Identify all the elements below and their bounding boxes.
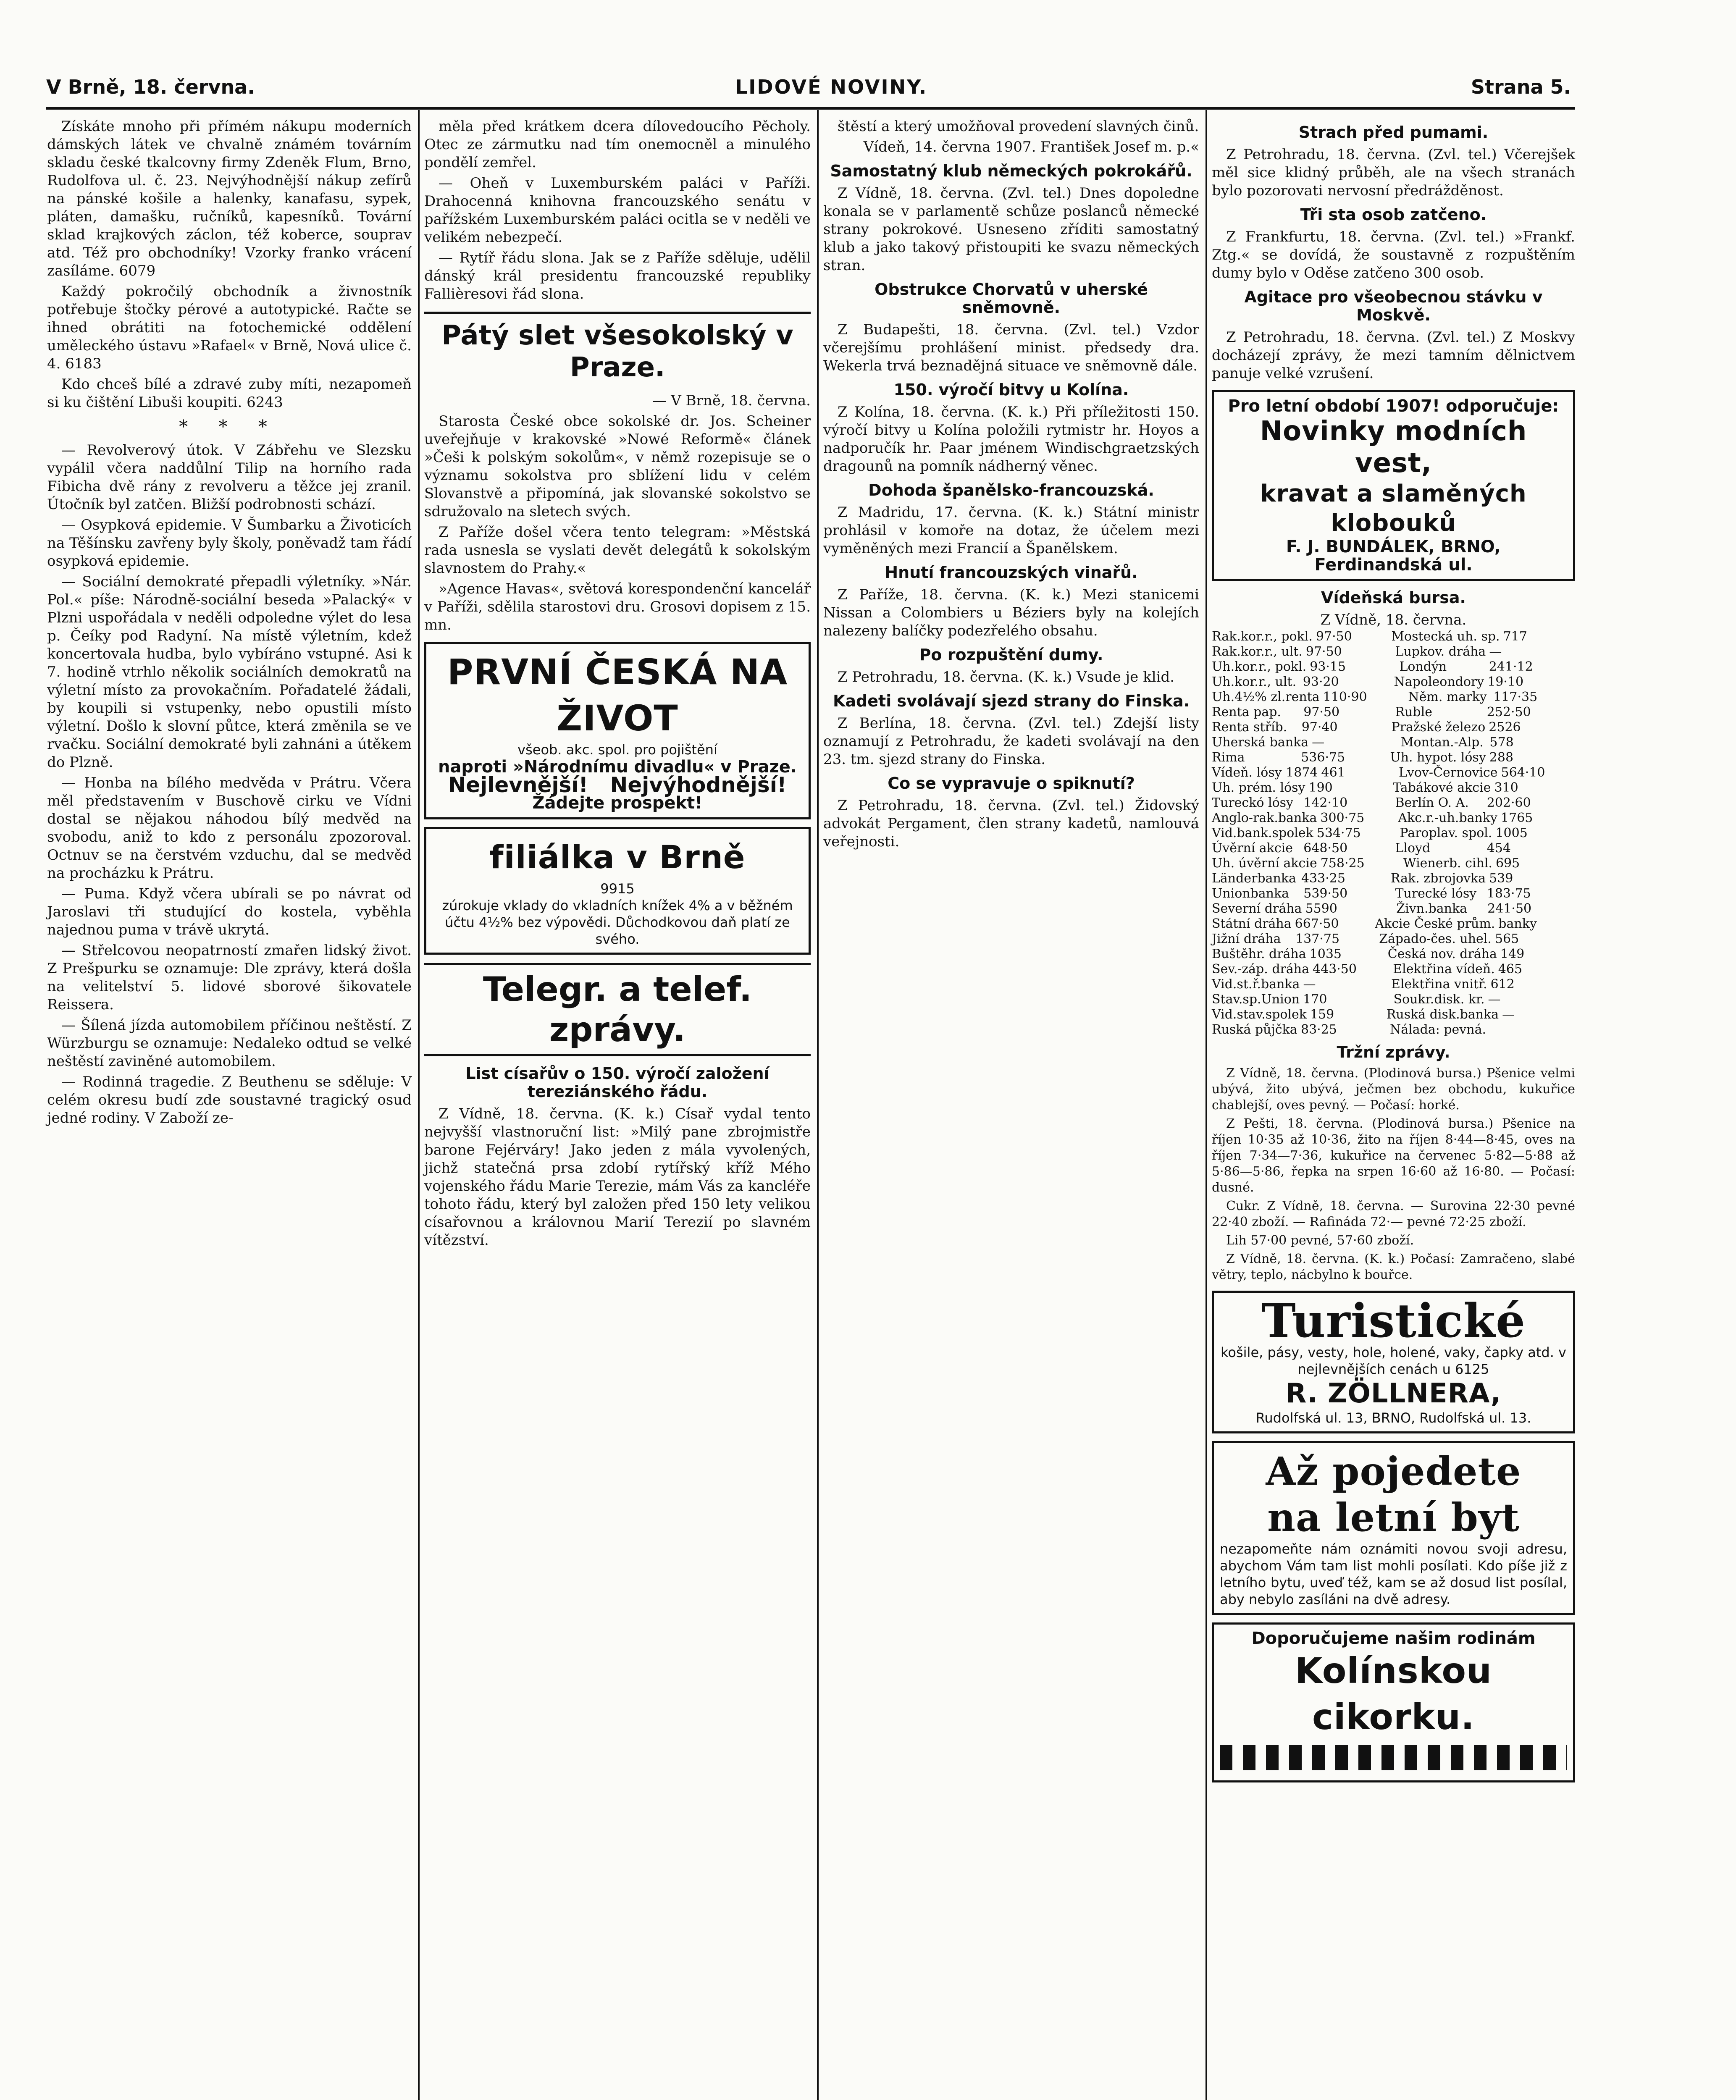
bourse-row: [1212, 1007, 1575, 1022]
item-text: Z Vídně, 18. června. (Zvl. tel.) Dnes dopoledne konala se v parlamentě schůze poslanců německé strany pokrokové. Usneseno zříditi samostatný klub a jako takový přistoupiti ke svazu německých stran.: [823, 185, 1199, 274]
item-head: Samostatný klub německých pokrokářů.: [830, 162, 1192, 180]
item-head: Po rozpuštění dumy.: [919, 646, 1103, 664]
bourse-cell: 454: [1486, 841, 1511, 856]
bourse-row: [1212, 735, 1575, 750]
bourse-row: [1212, 992, 1575, 1007]
bourse-cell: Anglo-rak.banka: [1212, 811, 1317, 825]
bourse-cell: Elektřina vídeň.: [1393, 962, 1495, 976]
bourse-row: [1212, 644, 1575, 659]
bourse-cell: Wienerb. cihl.: [1403, 856, 1492, 871]
bundalek-ad: [1212, 390, 1575, 581]
bourse-cell: [1489, 1022, 1575, 1037]
bourse-cell: 539: [1489, 871, 1513, 886]
bourse-cell: Ruská půjčka: [1212, 1022, 1297, 1037]
item-head: 150. výročí bitvy u Kolína.: [893, 381, 1129, 399]
column-divider: [418, 110, 420, 2100]
bourse-cell: Rima: [1212, 750, 1245, 765]
signature-line: Vídeň, 14. června 1907. František Josef m. p.«: [863, 139, 1199, 155]
insurance-title-2: NA ŽIVOT: [557, 651, 788, 739]
bourse-row: [1212, 947, 1575, 962]
trade-item: Cukr. Z Vídně, 18. června. — Surovina 22·30 pevné 22·40 zboží. — Rafináda 72·— pevné 72·25 zboží.: [1212, 1199, 1575, 1229]
bourse-cell: 539·50: [1303, 886, 1348, 901]
bourse-cell: Ruská disk.banka: [1386, 1007, 1499, 1022]
bourse-row: [1212, 932, 1575, 947]
bourse-cell: Rak.kor.r., ult.: [1212, 644, 1303, 659]
bourse-cell: 97·50: [1305, 644, 1342, 659]
bourse-cell: 1765: [1501, 811, 1533, 825]
bank-title: filiálka v Brně: [489, 838, 746, 876]
news-item: — Střelcovou neopatrností zmařen lidský život. Z Prešpurku se oznamuje: Dle zprávy, která došla na velitelství 5. lidové sborové šikovatele Reissera.: [47, 942, 412, 1013]
bourse-cell: 83·25: [1301, 1022, 1337, 1037]
bourse-cell: 241·50: [1487, 901, 1532, 916]
bourse-cell: 578: [1489, 735, 1514, 750]
bourse-cell: Tureckó lósy: [1212, 795, 1294, 810]
item-text: Z Frankfurtu, 18. června. (Zvl. tel.) »Frankf. Ztg.« se dovídá, že soustavně z rozpuštěním dumy bylo v Oděse zatčeno 300 osob.: [1212, 228, 1575, 281]
bourse-cell: 19·10: [1487, 675, 1524, 689]
bourse-cell: Jižní dráha: [1212, 932, 1281, 946]
ad-rafael: Každý pokročilý obchodník a živnostník potřebuje štočky pérové a autotypické. Račte se ihned obrátiti na fotochemické oddělení uměleckého ústavu »Rafael« v Brně, Nová ulice č. 4. 6183: [47, 283, 412, 372]
bourse-row: [1212, 780, 1575, 795]
bundalek-line-2: kravat a slaměných klobouků: [1260, 480, 1527, 537]
bourse-cell: Turecké lósy: [1395, 886, 1477, 901]
item-text: Z Berlína, 18. června. (Zvl. tel.) Zdejší listy oznamují z Petrohradu, že kadeti svolávají na den 23. tm. sjezd strany do Finska.: [823, 715, 1199, 768]
ad-flum: Získáte mnoho při přímém nákupu moderních dámských látek ve chvalně známém továrním skladu české tkalcovny firmy Zdeněk Flum, Brno, Rudolfova ul. č. 23. Nejvýhodnější nákup zefírů na pánské košile a halenky, kanafasu, sypek, pláten, damašku, ručníků, kapesníků. Tovární sklad krajkových záclon, též koberce, souprav atd. Též pro obchodníky! Vzorky franko vrácení zasíláme. 6079: [47, 118, 412, 279]
summer-line-2: na letní byt: [1267, 1495, 1520, 1540]
bourse-cell: 149: [1500, 947, 1525, 961]
bourse-cell: 648·50: [1303, 841, 1348, 856]
bourse-row: [1212, 795, 1575, 811]
zollner-headline: Turistické: [1261, 1294, 1526, 1348]
bourse-cell: 288: [1489, 750, 1514, 765]
item-head: Strach před pumami.: [1298, 123, 1489, 142]
bourse-cell: Vid.stav.spolek: [1212, 1007, 1307, 1022]
bourse-cell: Berlín O. A.: [1395, 795, 1469, 810]
sokol-paragraph: Z Paříže došel včera tento telegram: »Městská rada usnesla se vyslati devět delegátů k sokolským slavnostem do Prahy.«: [424, 524, 811, 577]
bourse-cell: 93·15: [1310, 659, 1346, 674]
bourse-cell: Unionbanka: [1212, 886, 1290, 901]
trade-item: Lih 57·00 pevné, 57·60 zboží.: [1226, 1233, 1414, 1248]
bourse-cell: 2526: [1489, 720, 1521, 735]
column-1: [47, 118, 412, 1130]
masthead-page: Strana 5.: [1471, 76, 1571, 98]
bourse-row: [1212, 1022, 1575, 1037]
bourse-cell: 1035: [1309, 947, 1342, 961]
telegram-paragraph: Z Vídně, 18. června. (K. k.) Císař vydal tento nejvyšší vlastnoruční list: »Milý pane zbrojmistře barone Fejérváry! Jako jeden z mála vyvolených, jichž statečná prsa zdobí rytířský kříž Mého vojenského řádu Marie Terezie, mám Vás za kancléře tohoto řádu, který byl založen před 150 lety velikou císařovnou a královnou Marií Terezií po slavném vítězství.: [424, 1105, 811, 1249]
bourse-cell: Uh.kor.r., pokl.: [1212, 659, 1307, 674]
bourse-cell: —: [1489, 644, 1502, 659]
news-item: — Osypková epidemie. V Šumbarku a Životicích na Těšínsku zavřeny byly školy, poněvadž tam řádí osypková epidemie.: [47, 517, 412, 570]
item-text: Z Petrohradu, 18. června. (K. k.) Vsude je klid.: [838, 669, 1175, 685]
weather-report: Z Vídně, 18. června. (K. k.) Počasí: Zamračeno, slabé větry, teplo, nácbylno k bouřce.: [1212, 1252, 1575, 1282]
bourse-row: [1212, 856, 1575, 871]
item-head: Tři sta osob zatčeno.: [1300, 205, 1487, 224]
bundalek-firm: F. J. BUNDÁLEK, BRNO, Ferdinandská ul.: [1286, 537, 1501, 575]
bourse-cell: Severní dráha: [1212, 901, 1302, 916]
item-text: Z Madridu, 17. června. (K. k.) Státní ministr prohlásil v komoře na dotaz, že účelem mezi vyměněných mezi Francií a Španělskem.: [823, 504, 1199, 557]
bourse-title: Vídeňská bursa.: [1321, 588, 1466, 607]
bourse-cell: Pražské železo: [1391, 720, 1486, 735]
bourse-cell: 717: [1503, 629, 1527, 644]
bourse-row: [1212, 871, 1575, 886]
trade-title: Tržní zprávy.: [1337, 1043, 1450, 1061]
bourse-cell: 110·90: [1323, 690, 1367, 704]
bourse-cell: Státní dráha: [1212, 916, 1292, 931]
bourse-cell: 97·50: [1316, 629, 1352, 644]
bourse-cell: banky: [1498, 916, 1537, 931]
bourse-cell: 97·50: [1303, 705, 1340, 719]
news-item: — Revolverový útok. V Zábřehu ve Slezsku vypálil včera naddůlní Tilip na horního rada Fibicha dvě rány z revolveru a těžce jej zranil. Útočník byl zatčen. Bližší podrobnosti schází.: [47, 442, 412, 513]
bourse-cell: Buštěhr. dráha: [1212, 947, 1306, 961]
bourse-row: [1212, 705, 1575, 720]
news-item: — Sociální demokraté přepadli výletníky. »Nár. Pol.« píše: Národně-sociální beseda »Palacký« v Plzni uspořádala v neděli odpoledne výlet do lesa p. Čeíky pod Radyní. Na místě výletním, kdež koncertovala hudba, bylo vybíráno vstupné. Asi k 7. hodině vtrhlo několik sociálních demokratů na výletní místo za provokačním. Pořadatelé žádali, by koupili si vstupenky, nebo opustili místo výletní. Došlo k slovní půtce, která změnila se ve rvačku. Sociální demokraté byli zahnáni a útěkem do Plzně.: [47, 573, 412, 771]
bourse-row: [1212, 841, 1575, 856]
zollner-firm: R. ZÖLLNERA,: [1285, 1378, 1502, 1409]
bourse-cell: Elektřina vnitř.: [1391, 977, 1487, 992]
bourse-cell: 612: [1490, 977, 1515, 992]
masthead-rule: [46, 107, 1575, 110]
dateline: — V Brně, 18. června.: [652, 392, 811, 409]
bourse-cell: Tabákové akcie: [1393, 780, 1491, 795]
trade-item: Z Pešti, 18. června. (Plodinová bursa.) Pšenice na říjen 10·35 až 10·36, žito na říjen 8·44—8·45, oves na říjen 7·34—7·36, kukuřice na červenec 5·82—5·88 až 5·86—5·86, řepka na srpen 16·60 až 16·80. — Počasí: dusné.: [1212, 1116, 1575, 1195]
bourse-cell: 461: [1321, 765, 1345, 780]
sokol-paragraph: Starosta České obce sokolské dr. Jos. Scheiner uveřejňuje v krakovské »Nowé Reformě« článek »Češi k polským sokolům«, v němž rozepisuje se o významu sokolstva pro sblížení lidu v celém Slovanstvě a připomíná, jak slovanské sokolstvo se sdružovalo na sletech svých.: [424, 413, 811, 520]
bourse-cell: Stav.sp.Union: [1212, 992, 1300, 1007]
bourse-cell: 190: [1308, 780, 1333, 795]
bourse-cell: 117·35: [1493, 690, 1538, 704]
bourse-cell: 1005: [1495, 826, 1528, 840]
masthead: [46, 76, 1571, 109]
bourse-cell: —: [1303, 977, 1316, 992]
bourse-cell: Renta stříb.: [1212, 720, 1287, 735]
bourse-cell: Akc.r.-uh.banky: [1398, 811, 1498, 825]
bourse-cell: 443·50: [1312, 962, 1357, 976]
bourse-cell: —: [1312, 735, 1325, 750]
slogan: Nejlevnější!: [448, 773, 588, 797]
telegrams-headline: Telegr. a telef. zprávy.: [424, 963, 811, 1056]
insurance-title-1: PRVNÍ ČESKÁ: [447, 651, 717, 693]
news-item: měla před krátkem dcera dílovedoucího Pěcholy. Otec ze zármutku nad tím onemocněl a minulého pondělí zemřel.: [424, 118, 811, 171]
bourse-row: [1212, 826, 1575, 841]
zollner-items: košile, pásy, vesty, hole, holené, vaky, čapky atd. v nejlevnějších cenách u 6125: [1221, 1344, 1566, 1377]
bourse-cell: Lloyd: [1395, 841, 1431, 856]
news-item: — Puma. Když včera ubírali se po návrat od Jaroslavi tři studující do kostela, vyběhla najednou puma v trávě ukrytá.: [47, 885, 412, 938]
bourse-cell: 565: [1494, 932, 1519, 946]
cikorka-headline: Kolínskou cikorku.: [1295, 1650, 1492, 1738]
bourse-cell: 97·40: [1301, 720, 1338, 735]
bourse-cell: Londýn: [1399, 659, 1447, 674]
bourse-table: [1212, 629, 1575, 1037]
bundalek-line-1: Novinky modních vest,: [1260, 416, 1527, 479]
prospect-line: Žádejte prospekt!: [532, 793, 703, 813]
bourse-cell: Úvěrní akcie: [1212, 841, 1293, 856]
bank-ad: [424, 827, 811, 955]
bourse-cell: 183·75: [1486, 886, 1531, 901]
bourse-cell: Renta pap.: [1212, 705, 1281, 719]
bourse-cell: Soukr.disk. kr.: [1393, 992, 1485, 1007]
item-head: Dohoda španělsko-francouzská.: [868, 481, 1154, 499]
bourse-cell: 252·50: [1486, 705, 1531, 719]
summer-text: nezapomeňte nám oznámiti novou svoji adresu, abychom Vám tam list mohli posílati. Kdo píše již z letního bytu, uveď též, kam se až dosud list posílal, aby nebylo zasíláni na dvě adresy.: [1220, 1541, 1567, 1607]
item-text: Z Kolína, 18. června. (K. k.) Při příležitosti 150. výročí bitvy u Kolína položili rytmistr hr. Hoyos a nadporučík hr. Paar jménem Windischgraetzských dragounů na pomník nádherný věnec.: [823, 404, 1199, 475]
bourse-cell: Paroplav. spol.: [1400, 826, 1492, 840]
bourse-row: [1212, 886, 1575, 901]
trade-item: Z Vídně, 18. června. (Plodinová bursa.) Pšenice velmi ubývá, žito ubývá, ječmen bez obchodu, kukuřice chablejší, oves pevný. — Počasí: horké.: [1212, 1066, 1575, 1113]
bourse-cell: Rak.kor.r., pokl.: [1212, 629, 1313, 644]
ad-libuse: Kdo chceš bílé a zdravé zuby míti, nezapomeň si ku čištění Libuši koupiti. 6243: [47, 376, 412, 411]
masthead-title: LIDOVÉ NOVINY.: [735, 76, 928, 98]
bank-number: 9915: [600, 881, 635, 897]
news-item: — Honba na bílého medvěda v Prátru. Včera měl představením v Buschově cirku ve Vídni dostal se nějakou náhodou bílý medvěd na svobodu, aniž to kdo z personálu zpozoroval. Octnuv se na čerstvém vzduchu, dal se medvěd na procházku k Prátru.: [47, 774, 412, 882]
item-text: Z Petrohradu, 18. června. (Zvl. tel.) Z Moskvy docházejí zprávy, že mezi tamním dělnictvem panuje velké vzrušení.: [1212, 329, 1575, 382]
item-text: Z Paříže, 18. června. (K. k.) Mezi stanicemi Nissan a Colombiers u Béziers byly na kolejích nalezeny balíčky podezřelého obsahu.: [823, 586, 1199, 639]
bourse-cell: Nálada: pevná.: [1390, 1022, 1486, 1037]
section-stars: * * *: [179, 416, 280, 437]
bourse-cell: Západo-čes. uhel.: [1379, 932, 1492, 946]
bourse-cell: Rak. zbrojovka: [1390, 871, 1486, 886]
bourse-row: [1212, 977, 1575, 992]
bourse-cell: 536·75: [1301, 750, 1345, 765]
sokol-paragraph: »Agence Havas«, světová korespondenční kancelář v Paříži, sdělila starostovi dru. Grosovi dopisem z 15. mn.: [424, 580, 811, 633]
column-divider: [817, 110, 819, 2100]
bourse-date: Z Vídně, 18. června.: [1320, 612, 1467, 628]
item-text: Z Budapešti, 18. června. (Zvl. tel.) Vzdor včerejšímu prohlášení minist. předsedy dra. Wekerla trvá beznadějná situace ve sněmovně dále.: [823, 321, 1199, 374]
item-head: Kadeti svolávají sjezd strany do Finska.: [833, 692, 1190, 710]
item-text: Z Petrohradu, 18. června. (Zvl. tel.) Židovský advokát Pergament, člen strany kadetů, namlouvá veřejnosti.: [823, 797, 1199, 850]
zollner-ad: [1212, 1291, 1575, 1433]
bourse-row: [1212, 962, 1575, 977]
summer-line-1: Až pojedete: [1266, 1449, 1521, 1494]
bourse-cell: Sev.-záp. dráha: [1212, 962, 1309, 976]
column-divider: [1205, 110, 1207, 2100]
bourse-cell: Akcie České prům.: [1375, 916, 1495, 931]
item-head: Co se vypravuje o spiknutí?: [888, 774, 1135, 793]
column-2: [424, 118, 811, 1252]
item-head: Agitace pro všeobecnou stávku v Moskvě.: [1244, 288, 1543, 324]
bourse-cell: Uh. prém. lósy: [1212, 780, 1305, 795]
summer-address-ad: [1212, 1441, 1575, 1615]
bourse-cell: 93·20: [1303, 675, 1339, 689]
telegram-subhead: List císařův o 150. výročí založení tereziánského řádu.: [465, 1064, 770, 1101]
bourse-cell: 241·12: [1489, 659, 1533, 674]
bourse-cell: Ruble: [1395, 705, 1432, 719]
bourse-cell: Živn.banka: [1396, 901, 1468, 916]
bourse-cell: 5590: [1305, 901, 1337, 916]
bourse-cell: Vídeň. lósy 1874: [1212, 765, 1318, 780]
bourse-cell: 202·60: [1486, 795, 1531, 810]
bourse-cell: 310: [1494, 780, 1518, 795]
insurance-address: naproti »Národnímu divadlu« v Praze.: [438, 757, 797, 777]
insurance-side: všeob. akc. spol. pro pojištění: [517, 742, 717, 758]
news-item: — Rodinná tragedie. Z Beuthenu se sděluje: V celém okresu budí zde soustavné tragický osud jedné rodiny. V Zaboží ze-: [47, 1074, 412, 1126]
news-item: — Oheň v Luxemburském paláci v Paříži. Drahocenná knihovna francouzského senátu v pařížském Luxemburském paláci ocitla se v neděli ve velikém nebezpečí.: [424, 175, 811, 246]
bourse-row: [1212, 901, 1575, 916]
bourse-cell: Česká nov. dráha: [1387, 947, 1497, 961]
bourse-cell: —: [1488, 992, 1501, 1007]
cikorka-top: Doporučujeme našim rodinám: [1251, 1629, 1536, 1648]
bourse-row: [1212, 659, 1575, 675]
bourse-cell: —: [1502, 1007, 1515, 1022]
bourse-cell: Lvov-Černovice: [1398, 765, 1498, 780]
bourse-cell: 142·10: [1303, 795, 1348, 810]
bourse-cell: 667·50: [1295, 916, 1339, 931]
cikorka-ad: [1212, 1622, 1575, 1782]
bourse-cell: Uh. úvěrní akcie: [1212, 856, 1317, 871]
bourse-cell: Vid.st.ř.banka: [1212, 977, 1300, 992]
column-4: [1212, 118, 1575, 1790]
bourse-row: [1212, 629, 1575, 644]
bourse-cell: 170: [1303, 992, 1327, 1007]
bourse-row: [1212, 765, 1575, 780]
bourse-cell: 159: [1310, 1007, 1334, 1022]
bourse-cell: 137·75: [1295, 932, 1340, 946]
bourse-row: [1212, 720, 1575, 735]
item-head: Hnutí francouzských vinařů.: [885, 563, 1138, 582]
bourse-cell: Něm. marky: [1408, 690, 1487, 704]
bourse-cell: 300·75: [1320, 811, 1365, 825]
bourse-cell: 433·25: [1301, 871, 1345, 886]
insurance-ad: [424, 642, 811, 819]
bourse-cell: Länderbanka: [1212, 871, 1296, 886]
bourse-cell: 465: [1498, 962, 1523, 976]
news-item: — Šílená jízda automobilem příčinou neštěstí. Z Würzburgu se oznamuje: Nedaleko odtud se velké neštěstí zaviněné automobilem.: [47, 1017, 412, 1070]
bourse-row: [1212, 750, 1575, 765]
news-item: — Rytíř řádu slona. Jak se z Paříže sděluje, udělil dánský král presidentu francouzské republiky Fallièresovi řád slona.: [424, 249, 811, 302]
sokol-headline: Pátý slet všesokolský v Praze.: [424, 312, 811, 383]
bourse-cell: 564·10: [1501, 765, 1545, 780]
bank-note: zúrokuje vklady do vkladních knížek 4% a v běžném účtu 4½% bez výpovědi. Důchodkovou daň platí ze svého.: [442, 898, 793, 947]
bourse-row: [1212, 675, 1575, 690]
bourse-cell: Uh.kor.r., ult.: [1212, 675, 1297, 689]
bourse-cell: Uh.4½% zl.renta: [1212, 690, 1320, 704]
bourse-row: [1212, 811, 1575, 826]
bourse-cell: 758·25: [1320, 856, 1365, 871]
bourse-row: [1212, 916, 1575, 932]
bourse-cell: 695: [1495, 856, 1520, 871]
ornament-border: [1220, 1745, 1567, 1770]
slogan: Nejvýhodnější!: [610, 773, 787, 797]
column-3: [823, 118, 1199, 853]
item-text: Z Petrohradu, 18. června. (Zvl. tel.) Včerejšek měl sice klidný průběh, ale na všech stranách bylo pozorovati nervosní předrážděnost.: [1212, 146, 1575, 199]
zollner-address: Rudolfská ul. 13, BRNO, Rudolfská ul. 13.: [1255, 1410, 1531, 1426]
news-item: štěstí a který umožňoval provedení slavných činů.: [838, 118, 1199, 135]
bourse-cell: Mostecká uh. sp.: [1391, 629, 1500, 644]
bundalek-top: Pro letní období 1907! odporučuje:: [1228, 396, 1559, 416]
masthead-date: V Brně, 18. června.: [46, 76, 255, 98]
bourse-cell: Lupkov. dráha: [1395, 644, 1486, 659]
bourse-cell: 534·75: [1316, 826, 1361, 840]
bourse-row: [1212, 690, 1575, 705]
bourse-cell: Uh. hypot. lósy: [1390, 750, 1486, 765]
bourse-cell: Napoleondory: [1394, 675, 1484, 689]
bourse-cell: Vid.bank.spolek: [1212, 826, 1313, 840]
item-head: Obstrukce Chorvatů v uherské sněmovně.: [875, 280, 1148, 317]
bourse-cell: Montan.-Alp.: [1400, 735, 1484, 750]
bourse-cell: Uherská banka: [1212, 735, 1309, 750]
